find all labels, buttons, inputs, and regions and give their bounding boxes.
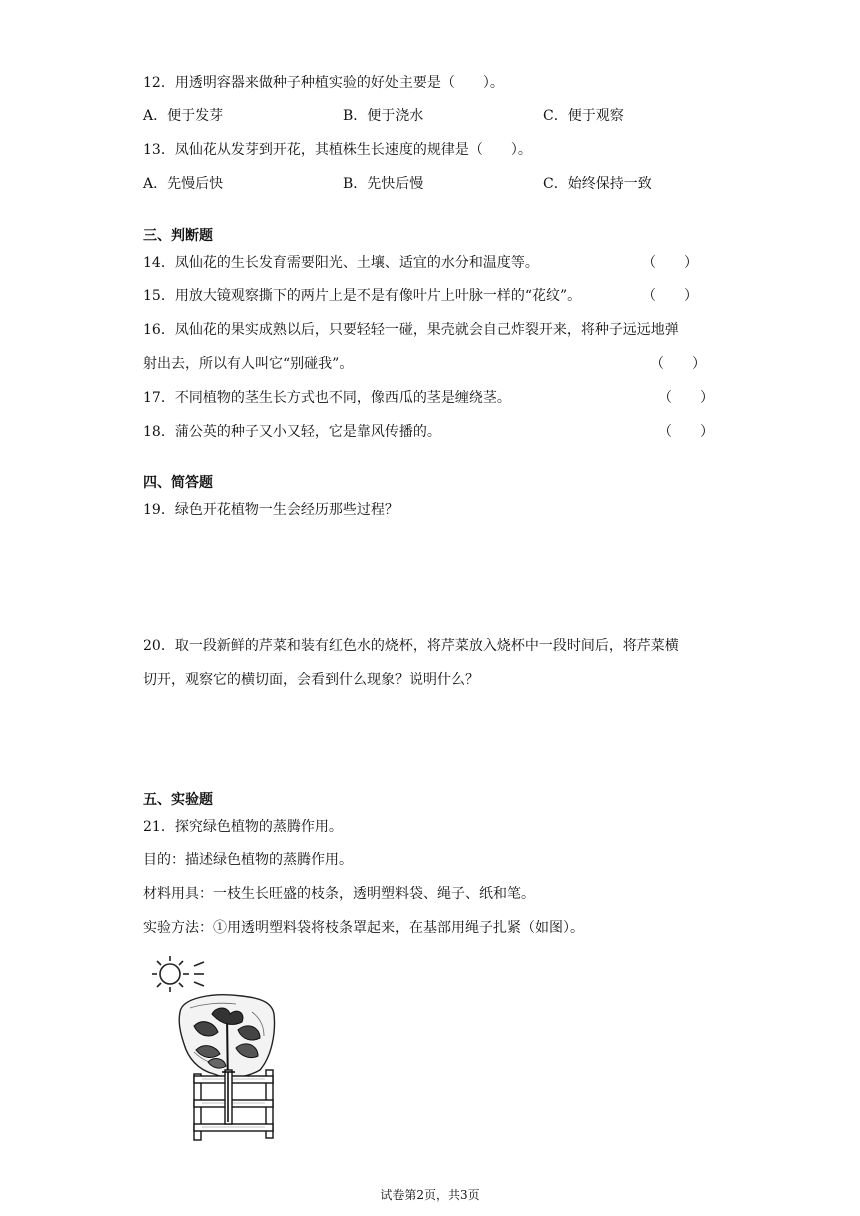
q16-line1: 16．凤仙花的果实成熟以后，只要轻轻一碰，果壳就会自己炸裂开来，将种子远远地弹 xyxy=(143,322,679,338)
q21-purpose: 目的：描述绿色植物的蒸腾作用。 xyxy=(143,852,353,868)
q12-option-a: A．便于发芽 xyxy=(143,108,224,124)
section3-title: 三、判断题 xyxy=(143,228,213,244)
section4-title: 四、简答题 xyxy=(143,475,213,491)
q16-line2: 射出去，所以有人叫它“别碰我”。 xyxy=(143,356,354,372)
q16-answer-paren: （ ） xyxy=(650,356,706,372)
q13-option-a: A．先慢后快 xyxy=(143,176,224,192)
q21-method: 实验方法：①用透明塑料袋将枝条罩起来，在基部用绳子扎紧（如图）。 xyxy=(143,920,584,936)
q13-option-c: C．始终保持一致 xyxy=(543,176,652,192)
q13-option-b: B．先快后慢 xyxy=(343,176,424,192)
page-footer: 试卷第2页，共3页 xyxy=(380,1188,480,1202)
q17: 17．不同植物的茎生长方式也不同，像西瓜的茎是缠绕茎。 xyxy=(143,390,511,406)
q18-answer-paren: （ ） xyxy=(658,424,714,440)
q15-answer-paren: （ ） xyxy=(642,288,698,304)
q14: 14．凤仙花的生长发育需要阳光、土壤、适宜的水分和温度等。 xyxy=(143,255,539,271)
transpiration-figure xyxy=(142,952,292,1144)
q13-stem: 13．凤仙花从发芽到开花，其植株生长速度的规律是（ ）。 xyxy=(143,142,532,158)
q19: 19．绿色开花植物一生会经历那些过程？ xyxy=(143,502,399,518)
sun-icon xyxy=(152,956,204,992)
q12-option-c: C．便于观察 xyxy=(543,108,624,124)
q20-line1: 20．取一段新鲜的芹菜和装有红色水的烧杯，将芹菜放入烧杯中一段时间后，将芹菜横 xyxy=(143,638,679,654)
wooden-stand-icon xyxy=(194,1070,273,1140)
q21: 21．探究绿色植物的蒸腾作用。 xyxy=(143,819,343,835)
q20-line2: 切开，观察它的横切面，会看到什么现象？说明什么？ xyxy=(143,672,479,688)
q21-materials: 材料用具：一枝生长旺盛的枝条，透明塑料袋、绳子、纸和笔。 xyxy=(143,886,535,902)
q14-answer-paren: （ ） xyxy=(642,255,698,271)
q12-option-b: B．便于浇水 xyxy=(343,108,424,124)
q15: 15．用放大镜观察撕下的两片上是不是有像叶片上叶脉一样的“花纹”。 xyxy=(143,288,582,304)
q18: 18．蒲公英的种子又小又轻，它是靠风传播的。 xyxy=(143,424,441,440)
section5-title: 五、实验题 xyxy=(143,792,213,808)
q17-answer-paren: （ ） xyxy=(658,390,714,406)
q12-stem: 12．用透明容器来做种子种植实验的好处主要是（ ）。 xyxy=(143,75,504,91)
